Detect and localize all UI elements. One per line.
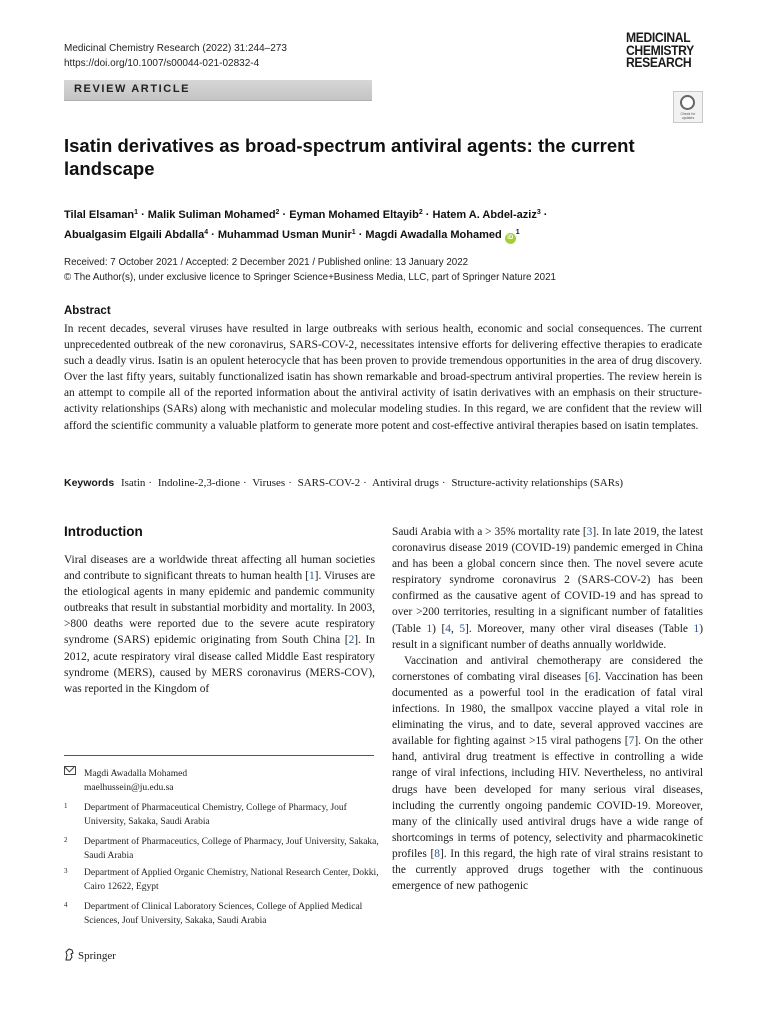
envelope-icon — [64, 766, 76, 775]
author-affiliation-mark: 1 — [134, 209, 139, 216]
journal-logo: MEDICINAL CHEMISTRY RESEARCH — [626, 30, 694, 70]
citation-link[interactable]: 6 — [588, 670, 595, 683]
author-name[interactable]: Magdi Awadalla Mohamed — [365, 229, 502, 241]
author-affiliation-mark: 2 — [275, 209, 280, 216]
affiliation — [64, 836, 384, 863]
author-name[interactable]: Eyman Mohamed Eltayib — [289, 209, 419, 221]
affiliation-text: Department of Applied Organic Chemistry, National Research Center, Dokki, Cairo 12622, Egypt — [84, 868, 379, 892]
author-affiliation-mark: 3 — [536, 209, 541, 216]
orcid-icon[interactable]: iD — [505, 233, 516, 244]
affiliation-number: 4 — [64, 901, 68, 909]
citation-link[interactable]: 1 — [308, 570, 315, 583]
citation-link[interactable]: 5 — [459, 622, 466, 635]
keywords-label: Keywords — [64, 477, 115, 489]
corresponding-email[interactable]: maelhussein@ju.edu.sa — [84, 782, 174, 793]
publisher-footer — [64, 948, 116, 962]
article-type-band — [64, 80, 372, 101]
correspondence — [64, 766, 384, 795]
affiliation — [64, 901, 384, 928]
citation-link[interactable]: 1 — [693, 622, 700, 635]
journal-info — [64, 41, 287, 71]
citation-link[interactable]: 4 — [445, 622, 451, 635]
corresponding-author: Magdi Awadalla Mohamed — [84, 769, 188, 779]
keyword: Indoline-2,3-dione — [157, 477, 240, 489]
publisher-name: Springer — [78, 950, 116, 962]
author-affiliation-mark: 1 — [351, 229, 356, 236]
publication-dates — [64, 255, 556, 285]
keyword: Viruses — [252, 477, 286, 489]
author-name[interactable]: Hatem A. Abdel-aziz — [432, 209, 537, 221]
keyword: Isatin — [120, 477, 146, 489]
footnote-divider — [64, 755, 374, 756]
springer-horse-icon — [64, 948, 75, 961]
keywords: Keywords Isatin · Indoline-2,3-dione · Viruses · SARS-COV-2 · Antiviral drugs · Structure-activity relationships (SARs) — [64, 477, 624, 489]
affiliation-text: Department of Pharmaceutics, College of Pharmacy, Jouf University, Sakaka, Saudi Arabia — [84, 837, 379, 861]
author-name[interactable]: Tilal Elsaman — [64, 209, 135, 221]
keyword: Antiviral drugs — [372, 477, 439, 489]
author-affiliation-mark: 2 — [418, 209, 423, 216]
affiliation-number: 2 — [64, 836, 68, 844]
citation-link[interactable]: 1 — [426, 622, 433, 635]
keyword: Structure-activity relationships (SARs) — [451, 477, 624, 489]
right-column — [392, 524, 703, 894]
author-name[interactable]: Muhammad Usman Munir — [217, 229, 352, 241]
left-column — [64, 524, 375, 697]
doi-link[interactable]: https://doi.org/10.1007/s00044-021-02832-4 — [64, 58, 260, 69]
check-updates-label: Check for updates — [680, 112, 696, 120]
abstract-heading: Abstract — [64, 305, 111, 317]
introduction-paragraph: Viral diseases are a worldwide threat affecting all human societies and contribute to significant threats to human health [1]. Viruses are the etiological agents in many epidemic and pandemic community outbreaks that result in substantial morbidity and mortality. In 2003, >800 deaths were reported due to the severe acute respiratory syndrome (SARS) epidemic originating from South China [2]. In 2012, acute respiratory viral disease called Middle East respiratory syndrome (MERS), caused by MERS coronavirus (MERS-COV), was reported in the Kingdom of — [64, 554, 375, 695]
journal-citation: Medicinal Chemistry Research (2022) 31:244–273 — [64, 43, 287, 54]
affiliation-number: 1 — [64, 802, 68, 810]
citation-link[interactable]: 8 — [434, 847, 440, 860]
affiliation-number: 3 — [64, 867, 68, 875]
citation-link[interactable]: 7 — [628, 735, 635, 748]
dates-line: Received: 7 October 2021 / Accepted: 2 December 2021 / Published online: 13 January 2022 — [64, 257, 469, 268]
article-type-label: REVIEW ARTICLE — [74, 83, 191, 95]
author-name[interactable]: Abualgasim Elgaili Abdalla — [64, 229, 205, 241]
affiliation — [64, 867, 384, 894]
introduction-paragraph: Vaccination and antiviral chemotherapy are considered the cornerstones of combating viral diseases [6]. Vaccination has been documented as a powerful tool in the eradication of fatal viral infections. In 1980, the smallpox vaccine played a vital role in eliminating the virus, and to date, several approved vaccines are available for fighting against >15 viral pathogens [7]. On the other hand, antiviral drug treatment is effective in controlling a wide range of viral infections, including HIV. Nevertheless, no antiviral drugs have been developed for many serious viral diseases, including the currently ongoing pandemic COVID-19. Moreover, many of the clinically used antiviral drugs have a wide range of shortcomings in terms of potency, selectivity and pharmacokinetic profiles [8]. In this regard, the high rate of viral strains resistant to the currently approved drugs together with the continuous emergence of new pathogenic — [392, 654, 703, 893]
keyword: SARS-COV-2 — [297, 477, 361, 489]
affiliation-text: Department of Pharmaceutical Chemistry, College of Pharmacy, Jouf University, Sakaka, Saudi Arabia — [84, 803, 347, 827]
citation-link[interactable]: 2 — [348, 634, 355, 647]
article-title: Isatin derivatives as broad-spectrum antiviral agents: the current landscape — [64, 135, 635, 179]
affiliation — [64, 802, 384, 829]
check-updates-icon[interactable] — [673, 91, 703, 123]
introduction-paragraph: Saudi Arabia with a > 35% mortality rate [3]. In late 2019, the latest coronavirus disease 2019 (COVID-19) pandemic emerged in China and has been a global concern since then. The novel severe acute respiratory syndrome coronavirus 2 (SARS-COV-2) has been confirmed as the causative agent of COVID-19 and has spread to over >200 territories, resulting in a significant number of fatalities (Table 1) [4, 5]. Moreover, many other viral diseases (Table 1) result in a significant number of deaths annually worldwide. — [392, 526, 703, 651]
citation-link[interactable]: 3 — [586, 526, 593, 538]
copyright-line: © The Author(s), under exclusive licence to Springer Science+Business Media, LLC, part of Springer Nature 2021 — [64, 272, 556, 283]
author-affiliation-mark: 4 — [204, 229, 209, 236]
author-affiliation-mark: 1 — [515, 229, 520, 236]
abstract-text: In recent decades, several viruses have resulted in large outbreaks with serious health, economic and social consequences. The current unprecedented outbreak of the new coronavirus, SARS-COV-2, necessitates intensive efforts for delivering effective therapies to eradicate such a deadly virus. Isatin is an opulent heterocycle that has been proven to provide tremendous opportunities in the area of drug discovery. Over the last fifty years, suitably functionalized isatin has shown remarkable and broad-spectrum antiviral properties. The review herein is an attempt to compile all of the reported information about the antiviral activity of isatin derivatives with an emphasis on their structure-activity relationships (SARs) along with mechanistic and molecular modeling studies. In this regard, we are confident that the review will afford the scientific community a valuable platform to generate more potent and cost-effective antiviral therapies based on isatin templates. — [64, 323, 702, 432]
author-name[interactable]: Malik Suliman Mohamed — [147, 209, 276, 221]
introduction-heading: Introduction — [64, 524, 143, 539]
author-list: Tilal Elsaman$^1$ · Malik Suliman Mohamed$^2$ · Eyman Mohamed Eltayib$^2$ · Hatem A. Abdel-aziz$^3$ · Abualgasim Elgaili Abdalla$^4$ · Muhammad Usman Munir$^1$ · Magdi Awadalla Mohamed $iD^1$ — [64, 204, 704, 244]
affiliation-text: Department of Clinical Laboratory Sciences, College of Applied Medical Sciences, Jouf University, Sakaka, Saudi Arabia — [84, 902, 363, 926]
